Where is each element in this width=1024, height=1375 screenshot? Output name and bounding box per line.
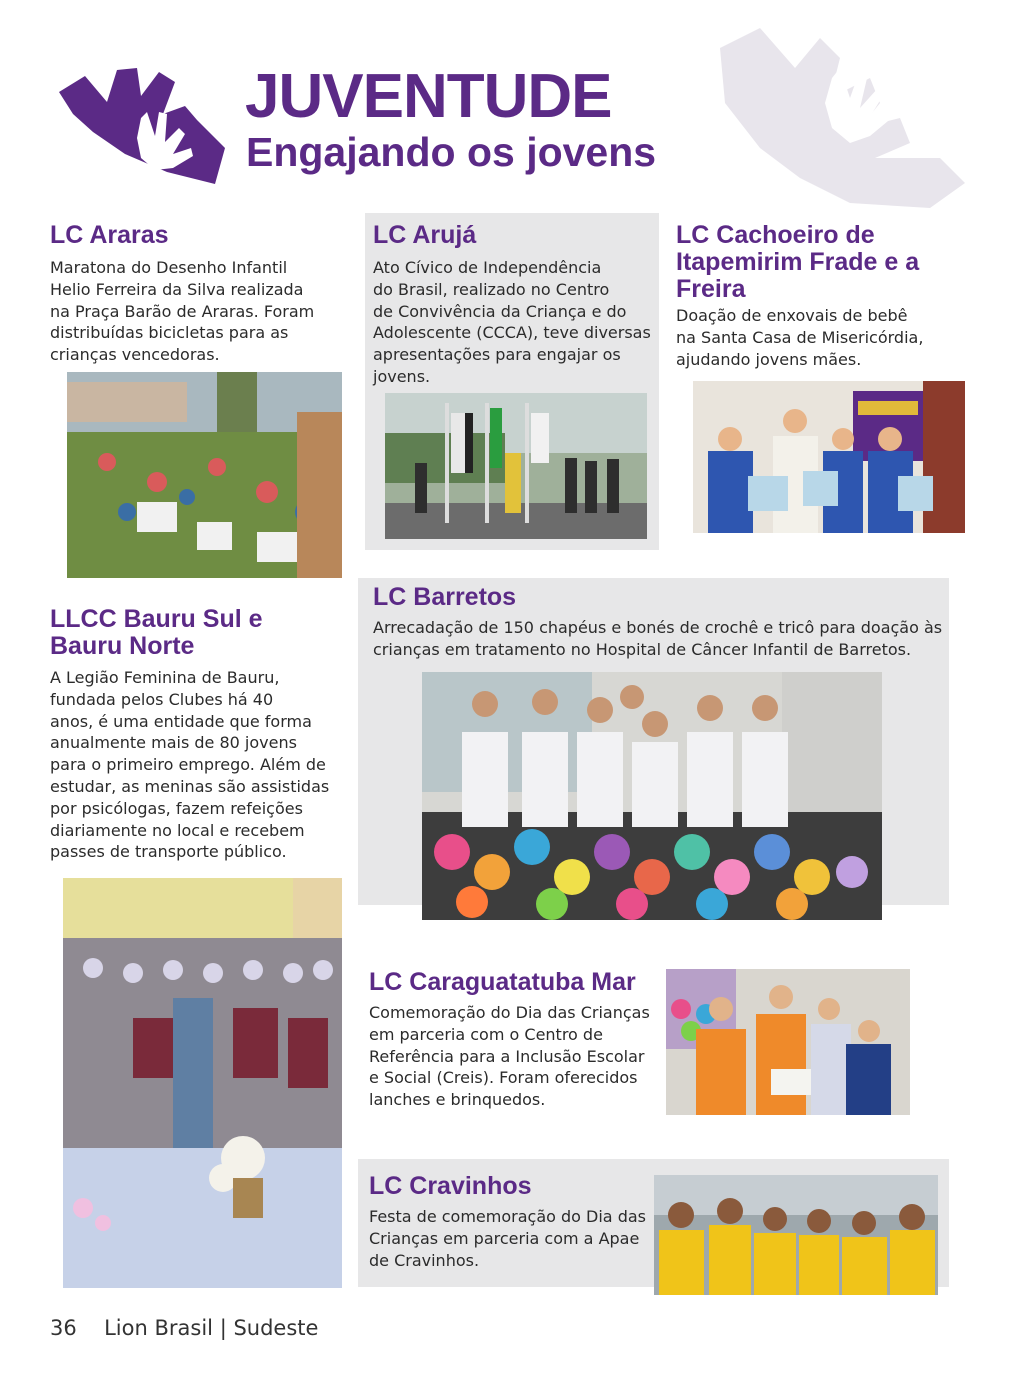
club-name: LC Caraguatatuba Mar [369,968,636,996]
article-text-line: estudar, as meninas são assistidas [50,776,330,796]
photo-cravinhos [654,1175,938,1295]
article-text-line: do Brasil, realizado no Centro [373,279,610,299]
article-text-line: de Convivência da Criança e do [373,301,627,321]
publication-name: Lion Brasil [104,1316,213,1340]
article-text-line: para o primeiro emprego. Além de [50,755,326,775]
article-text-line: fundada pelos Clubes há 40 [50,689,274,709]
article-text-line: Arrecadação de 150 chapéus e bonés de crochê e tricô para doação às [373,618,943,637]
page-footer [50,1316,318,1340]
article-cravinhos [369,1173,654,1271]
section-name: Sudeste [233,1316,319,1340]
article-text-line: na Praça Barão de Araras. Foram [50,301,315,321]
article-aruja [373,222,658,388]
article-text-line: jovens. [373,366,431,386]
article-text-line: crianças vencedoras. [50,345,220,365]
article-text-line: crianças em tratamento no Hospital de Câncer Infantil de Barretos. [373,639,912,659]
article-text-line: por psicólogas, fazem refeições [50,798,303,818]
article-text-line: A Legião Feminina de Bauru, [50,668,280,687]
page-subtitle: Engajando os jovens [246,129,657,175]
article-araras [50,222,350,366]
faded-hands-icon [700,8,970,213]
article-cachoeiro [676,222,976,370]
article-text-line: distribuídas bicicletas para as [50,323,289,343]
article-text-line: Helio Ferreira da Silva realizada [50,279,304,299]
photo-barretos [422,672,882,920]
article-text-line: Ato Cívico de Independência [373,258,602,277]
club-name-line: Itapemirim Frade e a [676,248,920,276]
article-text-line: ajudando jovens mães. [676,349,862,369]
article-text-line: na Santa Casa de Misericórdia, [676,327,924,347]
article-caraguatatuba [369,969,659,1111]
article-text-line: Adolescente (CCCA), teve diversas [373,323,651,343]
article-text-line: Crianças em parceria com a Apae [369,1228,640,1248]
article-bauru [50,606,350,863]
club-name: LC Cravinhos [369,1172,532,1200]
footer-separator: | [219,1316,227,1340]
club-name: LC Arujá [373,221,477,249]
article-text-line: passes de transporte público. [50,842,287,862]
hands-logo-icon [55,62,227,186]
club-name-line: Freira [676,275,746,303]
photo-aruja [385,393,647,539]
photo-cachoeiro [693,381,965,533]
club-name: LC Barretos [373,583,517,611]
page-title: JUVENTUDE [245,62,612,131]
club-name-line: LLCC Bauru Sul e [50,605,263,633]
article-text-line: e Social (Creis). Foram oferecidos [369,1068,638,1088]
article-text-line: anualmente mais de 80 jovens [50,733,297,753]
article-text-line: em parceria com o Centro de [369,1024,603,1044]
photo-bauru [63,878,342,1288]
club-name-line: LC Cachoeiro de [676,221,875,249]
photo-araras [67,372,342,578]
club-name-line: Bauru Norte [50,632,195,660]
club-name: LC Araras [50,221,169,249]
photo-caraguatatuba [666,969,910,1115]
article-text-line: diariamente no local e recebem [50,820,305,840]
article-text-line: Referência para a Inclusão Escolar [369,1046,645,1066]
article-text-line: apresentações para engajar os [373,345,621,365]
article-text-line: de Cravinhos. [369,1250,480,1270]
article-text-line: Comemoração do Dia das Crianças [369,1003,650,1022]
article-text-line: anos, é uma entidade que forma [50,711,312,731]
article-text-line: Maratona do Desenho Infantil [50,258,288,277]
article-text-line: lanches e brinquedos. [369,1090,546,1110]
page-number: 36 [50,1316,77,1340]
article-barretos [373,584,943,661]
article-text-line: Doação de enxovais de bebê [676,306,908,325]
article-text-line: Festa de comemoração do Dia das [369,1207,646,1226]
